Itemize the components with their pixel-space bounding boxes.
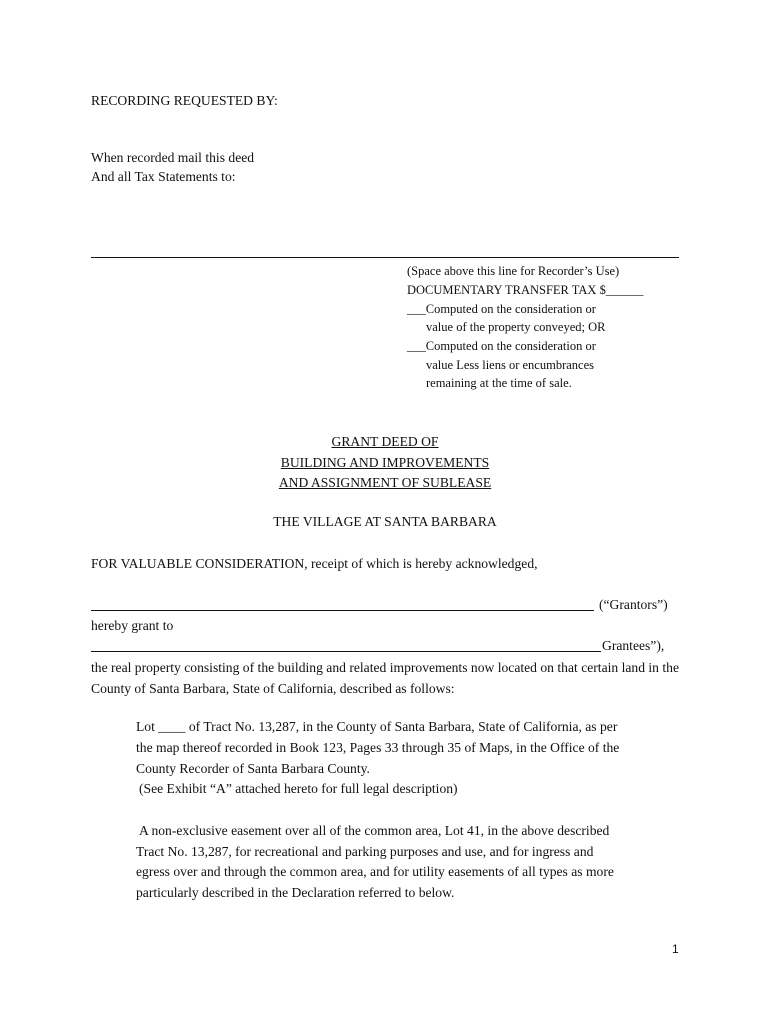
tax-option2-line2: value Less liens or encumbrances [426, 358, 594, 372]
recorder-space-note: (Space above this line for Recorder’s Use) [407, 264, 620, 278]
title-line1: GRANT DEED OF [331, 434, 439, 449]
title-block [0, 432, 770, 494]
title-line2: BUILDING AND IMPROVEMENTS [280, 454, 490, 470]
easement-line3: egress over and through the common area, and for utility easements of all types as more [136, 864, 614, 879]
lot-description-line3: County Recorder of Santa Barbara County. [136, 761, 370, 776]
title-line3: AND ASSIGNMENT OF SUBLEASE [278, 475, 492, 490]
easement-line2: Tract No. 13,287, for recreational and parking purposes and use, and for ingress and [136, 844, 594, 859]
exhibit-reference: (See Exhibit “A” attached hereto for full legal description) [139, 781, 458, 796]
page-number: 1 [672, 942, 679, 956]
tax-option1-line1: ___Computed on the consideration or [407, 302, 596, 316]
grantors-blank-line [91, 610, 594, 611]
mail-instruction-line2: And all Tax Statements to: [91, 169, 236, 184]
consideration-clause: FOR VALUABLE CONSIDERATION, receipt of which is hereby acknowledged, [91, 556, 538, 571]
tax-option2-line3: remaining at the time of sale. [426, 376, 572, 390]
hereby-grant-to: hereby grant to [91, 618, 174, 633]
tax-option1-line2: value of the property conveyed; OR [426, 320, 606, 334]
grantees-label: Grantees”), [602, 638, 665, 653]
document-subtitle: THE VILLAGE AT SANTA BARBARA [273, 514, 497, 529]
recorder-use-divider [91, 257, 679, 258]
easement-line4: particularly described in the Declaration referred to below. [136, 885, 455, 900]
tax-option2-line1: ___Computed on the consideration or [407, 339, 596, 353]
grantors-label: (“Grantors”) [599, 597, 668, 612]
property-description: the real property consisting of the building and related improvements now located on that certain land in the County of Santa Barbara, State of California, described as follows: [91, 660, 679, 696]
documentary-transfer-tax: DOCUMENTARY TRANSFER TAX $______ [407, 283, 644, 297]
lot-description-line2: the map thereof recorded in Book 123, Pages 33 through 35 of Maps, in the Office of the [136, 740, 620, 755]
lot-description-line1: Lot ____ of Tract No. 13,287, in the County of Santa Barbara, State of California, as per [136, 719, 618, 734]
grantees-blank-line [91, 651, 601, 652]
easement-line1: A non-exclusive easement over all of the common area, Lot 41, in the above described [139, 823, 610, 838]
recording-requested-by: RECORDING REQUESTED BY: [91, 93, 278, 108]
mail-instruction-line1: When recorded mail this deed [91, 150, 255, 165]
